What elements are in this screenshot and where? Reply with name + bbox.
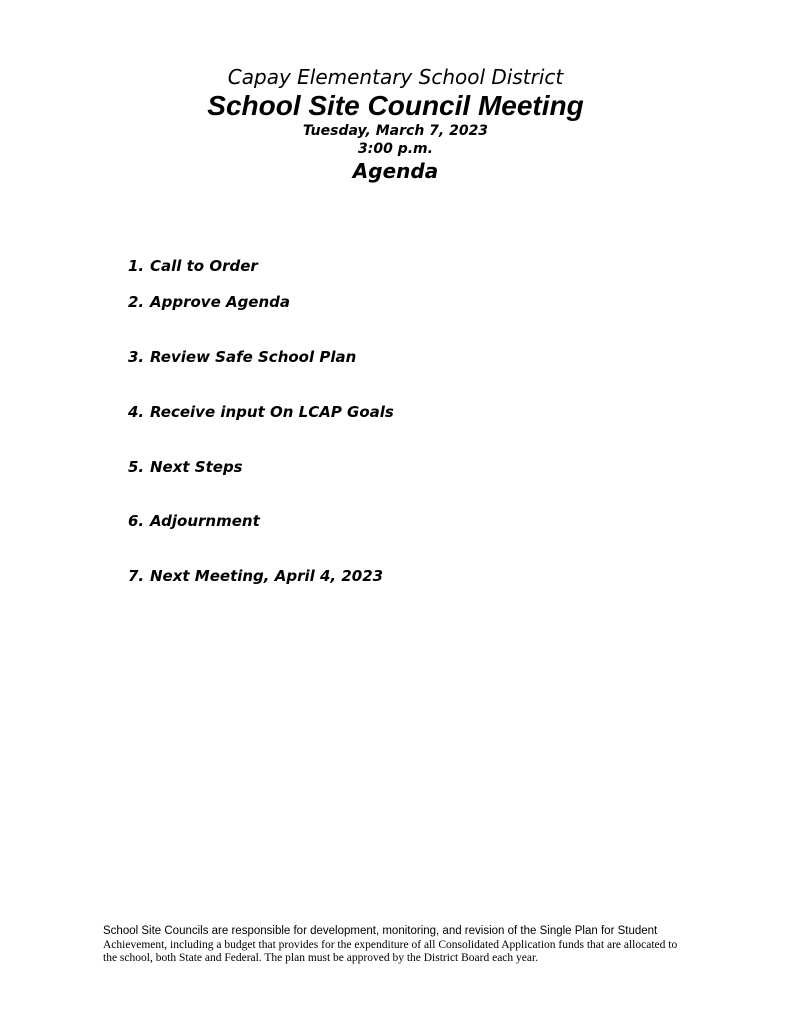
agenda-item-number: 5. — [128, 458, 145, 476]
agenda-item-approve-agenda — [128, 292, 290, 312]
footer-note-continuation: Achievement, including a budget that provides for the expenditure of all Consolidated Application funds that are allocated to the school, both State and Federal. The plan must be approved by the District Board each year. — [103, 939, 678, 964]
agenda-item-number: 3. — [128, 348, 145, 366]
agenda-item-label: Next Meeting, April 4, 2023 — [150, 567, 384, 585]
agenda-item-next-meeting — [128, 566, 383, 586]
agenda-heading: Agenda — [352, 159, 439, 183]
agenda-item-label: Call to Order — [150, 257, 258, 275]
agenda-item-lcap-goals — [128, 402, 394, 422]
agenda-item-label: Adjournment — [150, 512, 260, 530]
agenda-item-label: Approve Agenda — [150, 293, 291, 311]
agenda-item-adjournment — [128, 511, 260, 531]
agenda-item-call-to-order — [128, 256, 258, 276]
agenda-item-label: Review Safe School Plan — [150, 348, 357, 366]
agenda-item-number: 4. — [128, 403, 145, 421]
agenda-item-number: 7. — [128, 567, 145, 585]
agenda-item-number: 2. — [128, 293, 145, 311]
agenda-item-label: Receive input On LCAP Goals — [150, 403, 394, 421]
agenda-item-next-steps — [128, 457, 243, 477]
meeting-date: Tuesday, March 7, 2023 — [302, 123, 489, 139]
meeting-title: School Site Council Meeting — [207, 90, 584, 121]
agenda-item-number: 6. — [128, 512, 145, 530]
district-name: Capay Elementary School District — [227, 65, 564, 89]
agenda-item-review-safe-school-plan — [128, 347, 356, 367]
agenda-item-label: Next Steps — [150, 458, 243, 476]
footer-note — [103, 924, 693, 965]
meeting-time: 3:00 p.m. — [358, 141, 433, 157]
footer-note-line: School Site Councils are responsible for development, monitoring, and revision of the Single Plan for Student — [103, 925, 658, 937]
agenda-item-number: 1. — [128, 257, 145, 275]
